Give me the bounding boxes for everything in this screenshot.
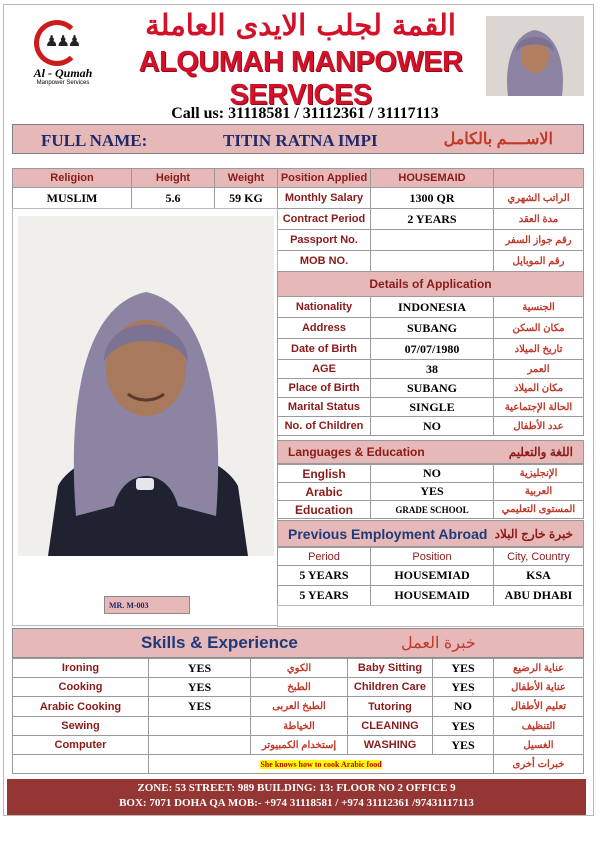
nationality-arabic: الجنسية — [493, 296, 584, 318]
skill-children-care-value: YES — [432, 677, 494, 697]
english-value: NO — [370, 464, 494, 483]
other-skills-note: She knows how to cook Arabic food — [260, 759, 382, 769]
skill-ironing-value: YES — [148, 658, 251, 678]
marital-status-arabic: الحالة الإجتماعية — [493, 397, 584, 417]
skill-computer-value — [148, 735, 251, 755]
candidate-photo-thumbnail — [486, 16, 584, 96]
children-label: No. of Children — [277, 416, 371, 436]
skill-ironing-arabic: الكوي — [250, 658, 348, 678]
company-logo — [20, 20, 106, 92]
date-of-birth-label: Date of Birth — [277, 338, 371, 360]
weight-value: 59 KG — [214, 187, 278, 209]
skill-sewing-value — [148, 716, 251, 736]
skill-cooking-arabic: الطبخ — [250, 677, 348, 697]
date-of-birth-value: 07/07/1980 — [370, 338, 494, 360]
employment-country-2: ABU DHABI — [493, 585, 584, 606]
skill-cooking-value: YES — [148, 677, 251, 697]
skill-arabic-cooking-value: YES — [148, 696, 251, 717]
employment-position-2: HOUSEMAID — [370, 585, 494, 606]
skill-cleaning-value: YES — [432, 716, 494, 736]
passport-no-arabic: رقم جواز السفر — [493, 229, 584, 251]
nationality-value: INDONESIA — [370, 296, 494, 318]
arabic-company-title: القمة لجلب الايدى العاملة — [145, 8, 456, 42]
footer-address-line-1: ZONE: 53 STREET: 989 BUILDING: 13: FLOOR NO 2 OFFICE 9 — [137, 782, 456, 794]
mob-no-label: MOB NO. — [277, 250, 371, 272]
contract-period-arabic: مدة العقد — [493, 208, 584, 230]
children-arabic: عدد الأطفال — [493, 416, 584, 436]
full-name-value: TITIN RATNA IMPI — [223, 131, 378, 150]
other-skills-arabic: خبرات أخرى — [493, 754, 584, 774]
full-name-label-arabic: الاســــم بالكامل — [443, 131, 553, 148]
skill-baby-sitting-arabic: عناية الرضيع — [493, 658, 584, 678]
age-label: AGE — [277, 359, 371, 379]
skills-experience-title: Skills & Experience — [141, 633, 298, 652]
age-value: 38 — [370, 359, 494, 379]
position-applied-value: HOUSEMAID — [370, 168, 494, 188]
skill-ironing-label: Ironing — [12, 658, 149, 678]
arabic-arabic: العربية — [493, 482, 584, 501]
skill-baby-sitting-label: Baby Sitting — [347, 658, 433, 678]
english-arabic: الإنجليزية — [493, 464, 584, 483]
position-applied-label: Position Applied — [277, 168, 371, 188]
skill-washing-label: WASHING — [347, 735, 433, 755]
marital-status-value: SINGLE — [370, 397, 494, 417]
details-of-application-title: Details of Application — [277, 271, 584, 297]
skill-tutoring-arabic: تعليم الأطفال — [493, 696, 584, 717]
contract-period-value: 2 YEARS — [370, 208, 494, 230]
passport-no-value — [370, 229, 494, 251]
full-name-label: FULL NAME: — [41, 131, 148, 150]
weight-header: Weight — [214, 168, 278, 188]
place-of-birth-arabic: مكان الميلاد — [493, 378, 584, 398]
previous-employment-header — [277, 520, 584, 547]
position-applied-blank — [493, 168, 584, 188]
skill-tutoring-value: NO — [432, 696, 494, 717]
height-header: Height — [131, 168, 215, 188]
employment-period-1: 5 YEARS — [277, 565, 371, 586]
languages-education-title: Languages & Education — [288, 445, 425, 459]
city-country-header: City, Country — [493, 547, 584, 566]
date-of-birth-arabic: تاريخ الميلاد — [493, 338, 584, 360]
footer-address-line-2: BOX: 7071 DOHA QA MOB:- +974 31118581 / +974 31112361 /97431117113 — [119, 797, 474, 809]
height-value: 5.6 — [131, 187, 215, 209]
mob-no-arabic: رقم الموبايل — [493, 250, 584, 272]
education-value: GRADE SCHOOL — [370, 500, 494, 519]
people-icon: ♟♟♟ — [45, 32, 80, 50]
religion-value: MUSLIM — [12, 187, 132, 209]
employment-position-1: HOUSEMIAD — [370, 565, 494, 586]
skill-arabic-cooking-arabic: الطبخ العربى — [250, 696, 348, 717]
skill-children-care-label: Children Care — [347, 677, 433, 697]
skills-experience-header — [12, 628, 584, 658]
skill-cooking-label: Cooking — [12, 677, 149, 697]
employment-period-2: 5 YEARS — [277, 585, 371, 606]
address-label: Address — [277, 317, 371, 339]
other-skills-blank — [12, 754, 149, 774]
address-value: SUBANG — [370, 317, 494, 339]
other-skills-note-cell — [148, 754, 494, 774]
monthly-salary-label: Monthly Salary — [277, 187, 371, 209]
english-company-title: ALQUMAH MANPOWER SERVICES — [138, 46, 463, 111]
skill-sewing-label: Sewing — [12, 716, 149, 736]
arabic-label: Arabic — [277, 482, 371, 501]
contact-phone-numbers: Call us: 31118581 / 31112361 / 31117113 — [171, 105, 439, 122]
footer-address-bar — [7, 779, 586, 815]
candidate-photo — [18, 216, 274, 556]
skill-arabic-cooking-label: Arabic Cooking — [12, 696, 149, 717]
english-label: English — [277, 464, 371, 483]
employment-country-1: KSA — [493, 565, 584, 586]
logo-subtitle: Manpower Services — [36, 80, 90, 86]
passport-no-label: Passport No. — [277, 229, 371, 251]
age-arabic: العمر — [493, 359, 584, 379]
skill-cleaning-label: CLEANING — [347, 716, 433, 736]
previous-employment-title-arabic: خبرة خارج البلاد — [494, 526, 573, 541]
skill-baby-sitting-value: YES — [432, 658, 494, 678]
education-arabic: المستوى التعليمي — [493, 500, 584, 519]
skill-washing-arabic: الغسيل — [493, 735, 584, 755]
monthly-salary-arabic: الراتب الشهري — [493, 187, 584, 209]
monthly-salary-value: 1300 QR — [370, 187, 494, 209]
position-header: Position — [370, 547, 494, 566]
skill-computer-arabic: إستخدام الكمبيوتر — [250, 735, 348, 755]
nationality-label: Nationality — [277, 296, 371, 318]
languages-education-header — [277, 440, 584, 464]
previous-employment-title: Previous Employment Abroad — [288, 525, 488, 542]
skills-experience-title-arabic: خبرة العمل — [401, 635, 476, 652]
skill-sewing-arabic: الخياطة — [250, 716, 348, 736]
skill-tutoring-label: Tutoring — [347, 696, 433, 717]
skill-cleaning-arabic: التنظيف — [493, 716, 584, 736]
contract-period-label: Contract Period — [277, 208, 371, 230]
logo-name: Al - Qumah — [33, 66, 93, 80]
place-of-birth-label: Place of Birth — [277, 378, 371, 398]
address-arabic: مكان السكن — [493, 317, 584, 339]
place-of-birth-value: SUBANG — [370, 378, 494, 398]
full-name-bar — [12, 124, 584, 154]
skill-washing-value: YES — [432, 735, 494, 755]
children-value: NO — [370, 416, 494, 436]
period-header: Period — [277, 547, 371, 566]
marital-status-label: Marital Status — [277, 397, 371, 417]
mob-no-value — [370, 250, 494, 272]
skill-children-care-arabic: عناية الأطفال — [493, 677, 584, 697]
reference-number: MR. M-003 — [104, 596, 190, 614]
employment-blank-row — [277, 605, 584, 627]
education-label: Education — [277, 500, 371, 519]
religion-header: Religion — [12, 168, 132, 188]
arabic-value: YES — [370, 482, 494, 501]
skill-computer-label: Computer — [12, 735, 149, 755]
languages-education-title-arabic: اللغة والتعليم — [508, 445, 573, 459]
